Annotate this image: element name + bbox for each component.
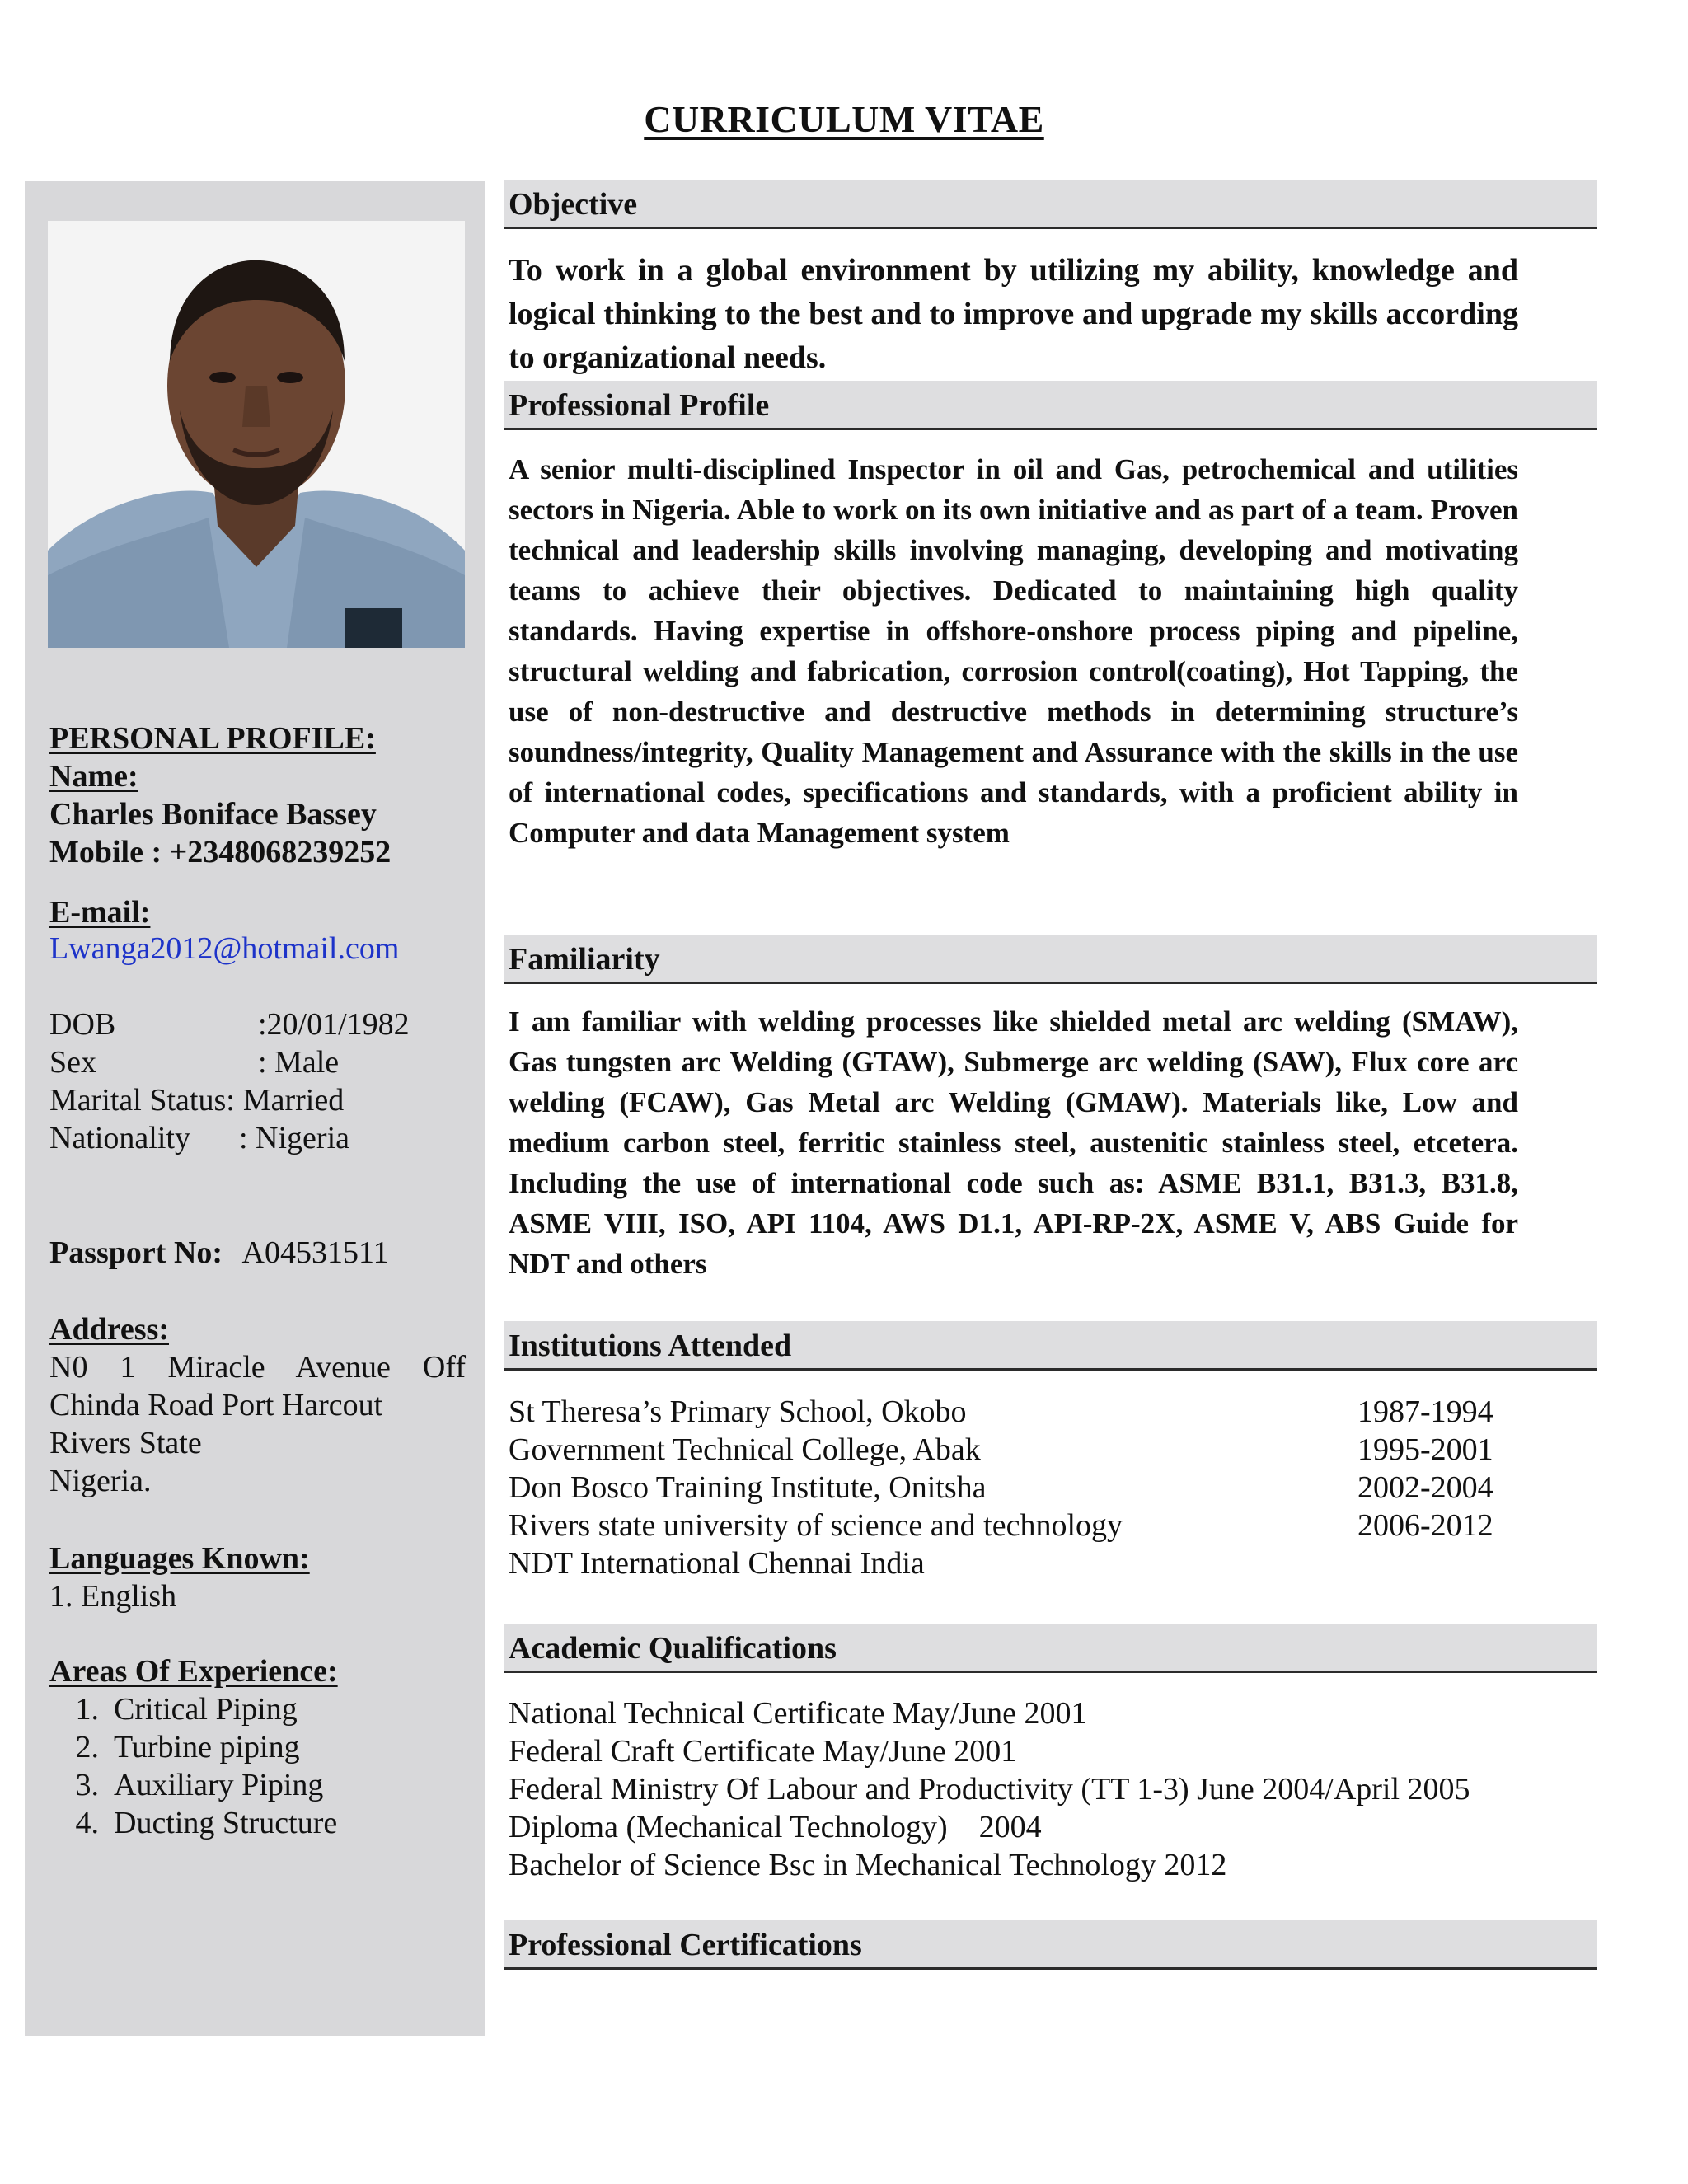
dob-label: DOB bbox=[49, 1007, 116, 1042]
experience-item-number: 4. bbox=[75, 1806, 99, 1840]
sex-value: : Male bbox=[258, 1045, 340, 1080]
familiarity-heading: Familiarity bbox=[504, 935, 1597, 984]
marital-status-value: Married bbox=[242, 1083, 345, 1118]
name-label: Name: bbox=[49, 759, 138, 794]
familiarity-text: I am familiar with welding processes like shielded metal arc welding (SMAW), Gas tungsten arc Welding (GTAW), Submerge arc welding (SAW), Flux core arc welding (FCAW), Gas Metal arc Welding (GMAW). Materials like, Low and medium carbon steel, ferritic stainless steel, austenitic stainless steel, etcetera. Including the use of international code such as: ASME B31.1, B31.3, B31.8, ASME VIII, ISO, API 1104, AWS D1.1, API-RP-2X, ASME V, ABS Guide for NDT and others bbox=[509, 1005, 1518, 1280]
institution-row bbox=[509, 1544, 1498, 1582]
dob-row bbox=[49, 1005, 466, 1043]
sex-row bbox=[49, 1043, 466, 1081]
qualification-item: Federal Craft Certificate May/June 2001 bbox=[509, 1734, 1017, 1769]
language-item: 1. English bbox=[49, 1579, 177, 1614]
institutions-heading: Institutions Attended bbox=[504, 1321, 1597, 1371]
institution-row bbox=[509, 1469, 1498, 1507]
address-line: N0 1 Miracle Avenue Off bbox=[49, 1350, 466, 1385]
marital-status-label: Marital Status: bbox=[49, 1083, 235, 1118]
profile-photo bbox=[48, 221, 465, 648]
institution-name: NDT International Chennai India bbox=[509, 1546, 925, 1581]
nationality-value: : Nigeria bbox=[239, 1121, 350, 1155]
qualification-item: National Technical Certificate May/June 2001 bbox=[509, 1696, 1087, 1731]
institution-name: Rivers state university of science and technology bbox=[509, 1508, 1123, 1543]
experience-item-number: 1. bbox=[75, 1692, 99, 1727]
experience-item bbox=[49, 1690, 466, 1728]
personal-profile-heading: PERSONAL PROFILE: bbox=[49, 721, 376, 756]
qualification-item: Diploma (Mechanical Technology) 2004 bbox=[509, 1810, 1042, 1844]
address-label: Address: bbox=[49, 1312, 169, 1347]
experience-item bbox=[49, 1766, 466, 1804]
academic-qualifications-list bbox=[509, 1694, 1580, 1884]
experience-item-number: 2. bbox=[75, 1730, 99, 1765]
experience-item-text: Auxiliary Piping bbox=[114, 1768, 324, 1802]
institution-row bbox=[509, 1431, 1498, 1469]
institution-name: Don Bosco Training Institute, Onitsha bbox=[509, 1470, 987, 1505]
passport-label: Passport No: bbox=[49, 1235, 223, 1270]
experience-label: Areas Of Experience: bbox=[49, 1654, 338, 1689]
experience-item-text: Ducting Structure bbox=[114, 1806, 338, 1840]
experience-item-number: 3. bbox=[75, 1768, 99, 1802]
personal-details bbox=[49, 1005, 466, 1157]
full-name: Charles Boniface Bassey bbox=[49, 797, 377, 832]
sex-label: Sex bbox=[49, 1045, 96, 1080]
email-link[interactable]: Lwanga2012@hotmail.com bbox=[49, 931, 400, 966]
objective-text: To work in a global environment by utilizing my ability, knowledge and logical thinking to the best and to improve and upgrade my skills according to organizational needs. bbox=[509, 253, 1518, 375]
passport-block bbox=[49, 1234, 466, 1272]
institution-years: 2002-2004 bbox=[1357, 1470, 1493, 1505]
address-line: Chinda Road Port Harcout bbox=[49, 1388, 383, 1422]
institution-name: St Theresa’s Primary School, Okobo bbox=[509, 1394, 967, 1429]
marital-status-row bbox=[49, 1081, 466, 1119]
institutions-list bbox=[509, 1393, 1498, 1582]
qualification-item: Federal Ministry Of Labour and Productivity (TT 1-3) June 2004/April 2005 bbox=[509, 1772, 1470, 1807]
experience-item-text: Turbine piping bbox=[114, 1730, 300, 1765]
email-label: E-mail: bbox=[49, 895, 151, 930]
experience-item bbox=[49, 1804, 466, 1842]
address-block bbox=[49, 1310, 466, 1500]
institution-years: 1987-1994 bbox=[1357, 1394, 1493, 1429]
institution-row bbox=[509, 1393, 1498, 1431]
passport-value: A04531511 bbox=[241, 1235, 389, 1270]
languages-label: Languages Known: bbox=[49, 1541, 310, 1576]
mobile-number: Mobile : +2348068239252 bbox=[49, 835, 392, 869]
institution-row bbox=[509, 1507, 1498, 1544]
experience-item bbox=[49, 1728, 466, 1766]
experience-item-text: Critical Piping bbox=[114, 1692, 298, 1727]
email-block bbox=[49, 894, 466, 967]
languages-block bbox=[49, 1540, 466, 1615]
nationality-row bbox=[49, 1119, 466, 1157]
institution-years: 1995-2001 bbox=[1357, 1432, 1493, 1467]
nationality-label: Nationality bbox=[49, 1121, 190, 1155]
address-line: Rivers State bbox=[49, 1426, 202, 1460]
experience-block bbox=[49, 1652, 466, 1842]
professional-profile-text: A senior multi-disciplined Inspector in oil and Gas, petrochemical and utilities sectors in Nigeria. Able to work on its own initiative and as part of a team. Proven technical and leadership skills involving managing, developing and motivating teams to achieve their objectives. Dedicated to maintaining high quality standards. Having expertise in offshore-onshore process piping and pipeline, structural welding and fabrication, corrosion control(coating), Hot Tapping, the use of non-destructive and destructive methods in determining structure’s soundness/integrity, Quality Management and Assurance with the skills in the use of international codes, specifications and standards, with a proficient ability in Computer and data Management system bbox=[509, 453, 1518, 849]
objective-heading: Objective bbox=[504, 180, 1597, 229]
professional-profile-heading: Professional Profile bbox=[504, 381, 1597, 430]
personal-profile-block bbox=[49, 719, 466, 871]
qualification-item: Bachelor of Science Bsc in Mechanical Technology 2012 bbox=[509, 1848, 1227, 1882]
institution-years: 2006-2012 bbox=[1357, 1508, 1493, 1543]
academic-qualifications-heading: Academic Qualifications bbox=[504, 1624, 1597, 1673]
address-line: Nigeria. bbox=[49, 1464, 152, 1498]
dob-value: :20/01/1982 bbox=[258, 1007, 410, 1042]
document-title: CURRICULUM VITAE bbox=[644, 98, 1044, 140]
institution-name: Government Technical College, Abak bbox=[509, 1432, 981, 1467]
institution-years bbox=[1357, 1544, 1498, 1582]
professional-certifications-heading: Professional Certifications bbox=[504, 1920, 1597, 1970]
